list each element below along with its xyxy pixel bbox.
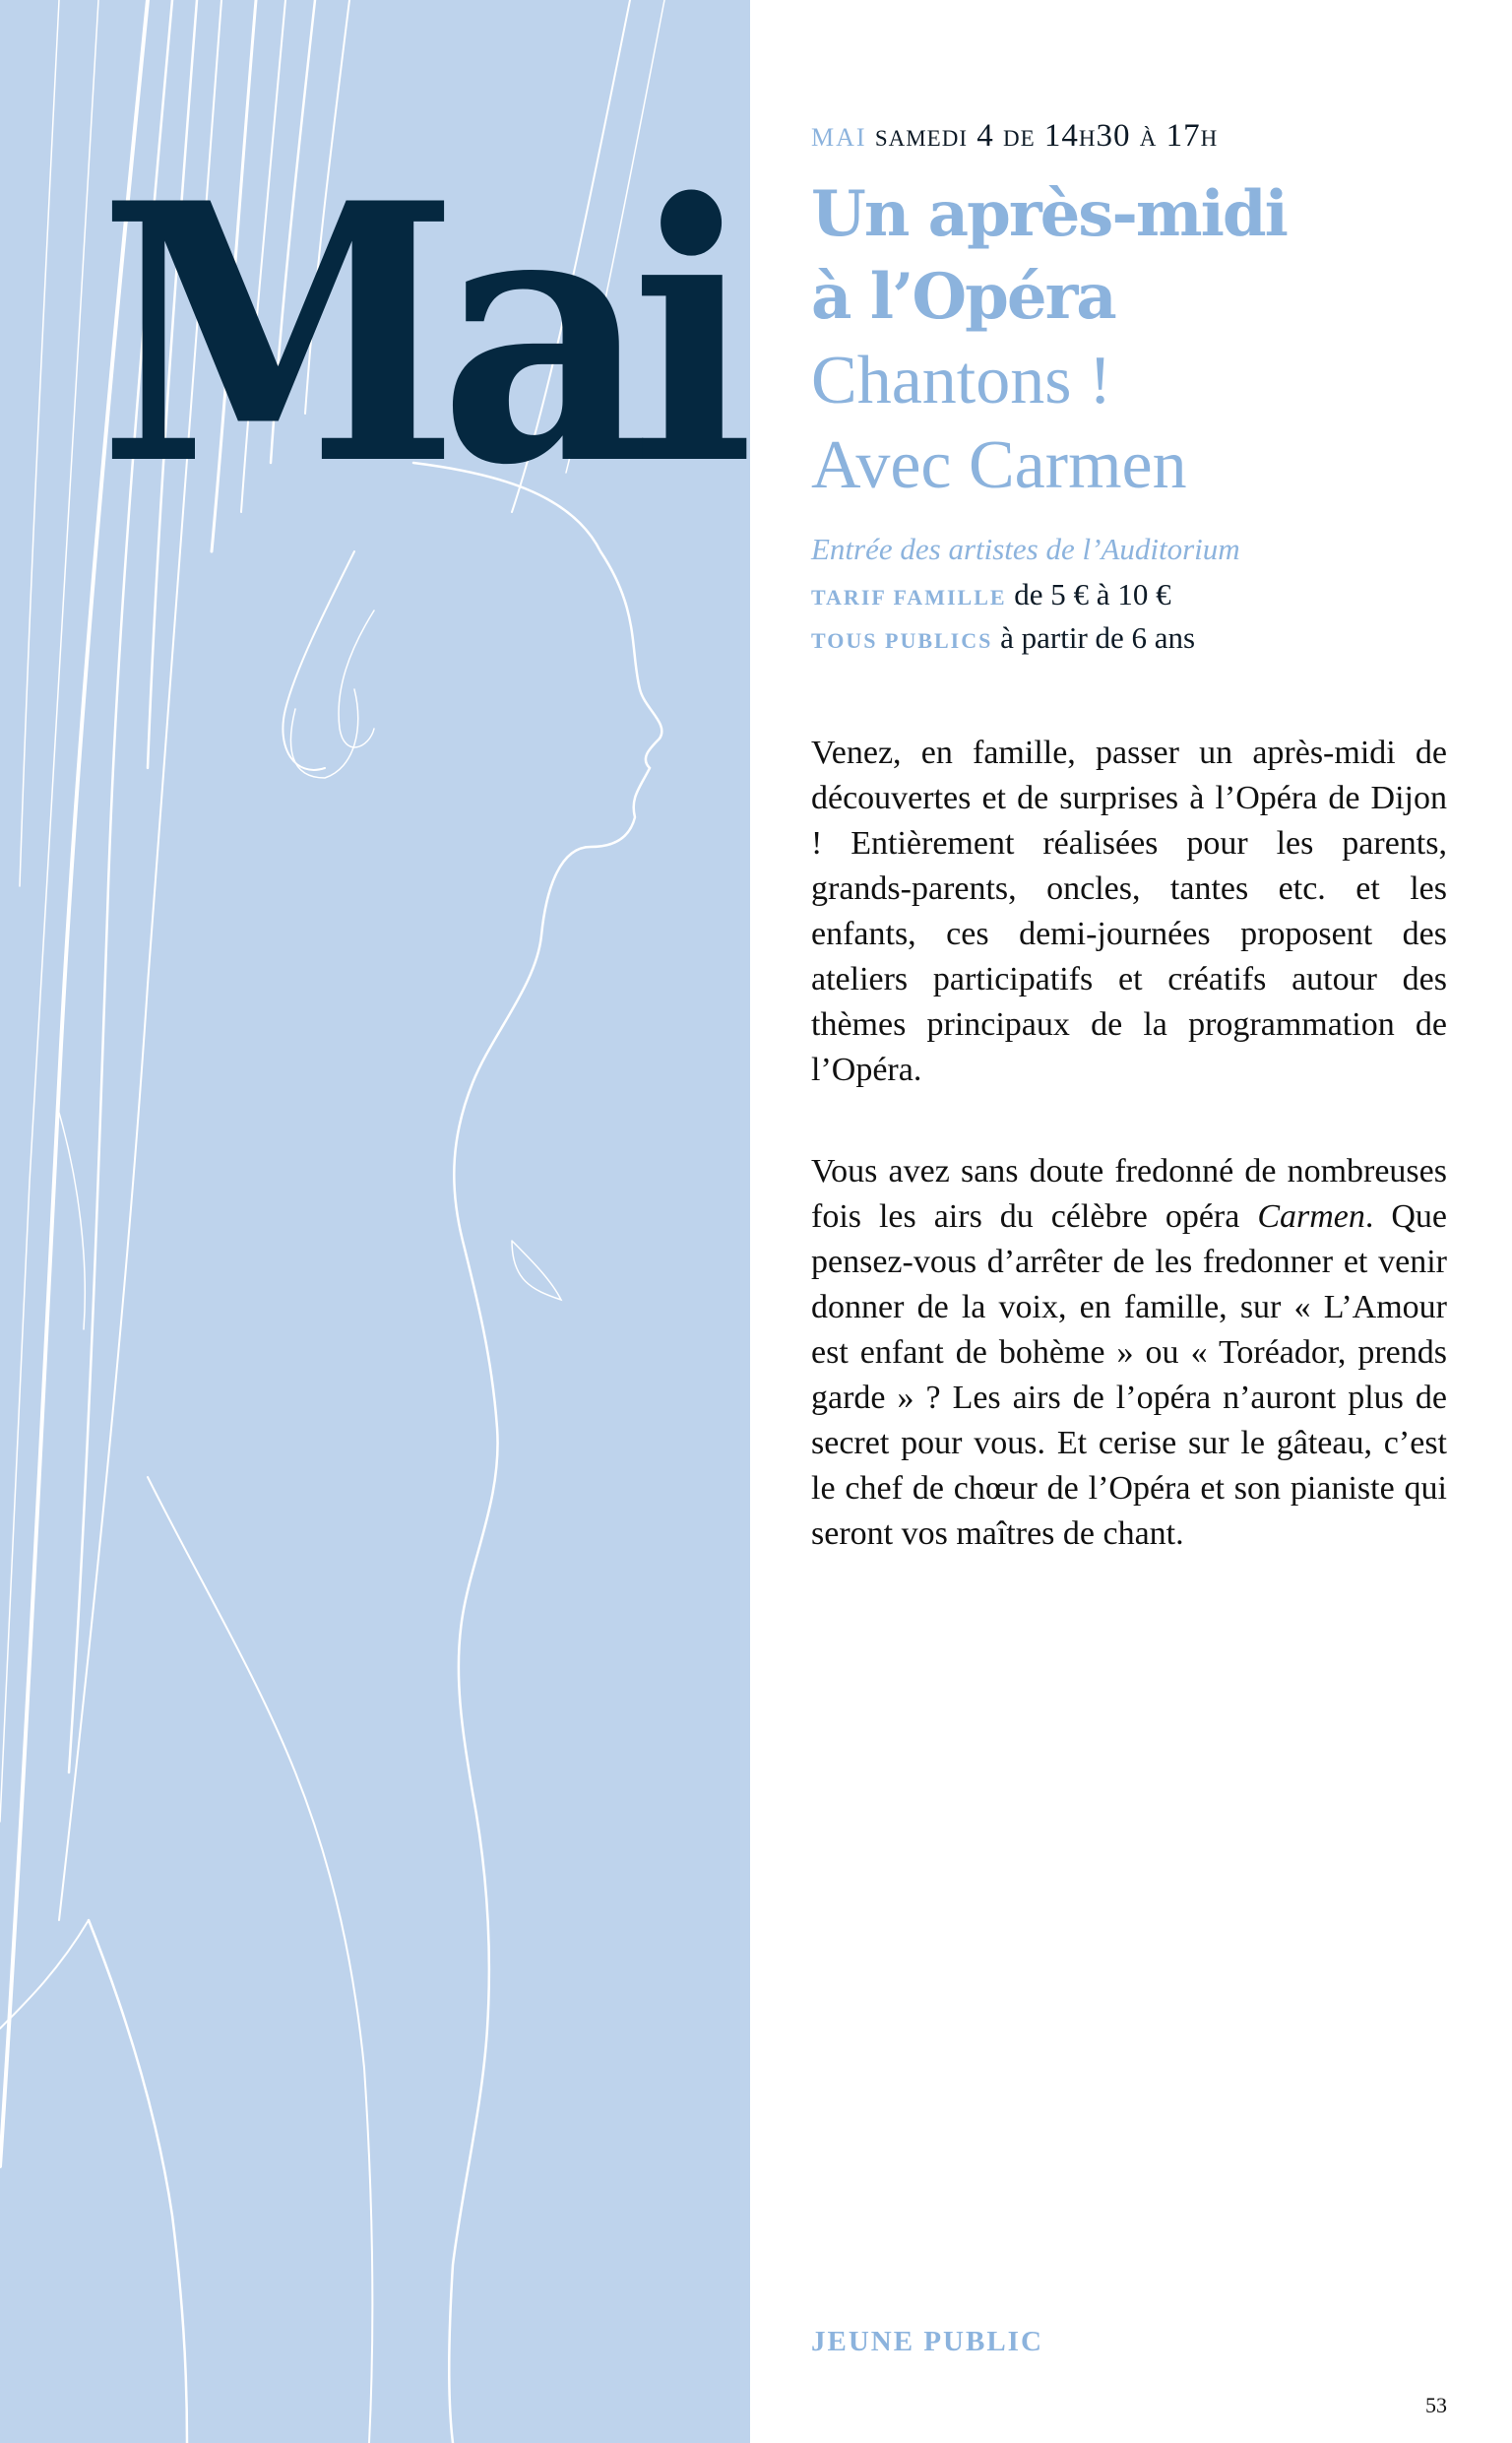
paragraph-1-text: Venez, en famille, passer un après-midi de découvertes et de surprises à l’Opéra de Dijon ! Entièrement réalisées pour les parents, grands-parents, oncles, tantes etc. et les enfants, ces demi-journées proposent des ateliers participatifs et créatifs autour des thèmes principaux de la programmation de l’Opéra. [811,735,1447,1088]
page-number: 53 [1425,2393,1447,2417]
event-date-line [811,116,1218,158]
event-title-line1: Un après-midi [811,177,1287,251]
event-month-label: MAI [811,123,867,152]
event-subtitle-line1: Chantons ! [811,343,1112,418]
tarif-value: de 5 € à 10 € [1014,577,1171,611]
event-subtitle [811,339,1187,508]
tarif-line [811,577,1171,615]
section-label: JEUNE PUBLIC [811,2326,1043,2357]
event-subtitle-line2: Avec Carmen [811,427,1187,503]
public-line [811,620,1195,659]
paragraph-2-intro: Vous avez sans doute fredonné de nombreuses fois les airs du célèbre opéra [811,1153,1447,1235]
opera-title-italic: Carmen [1257,1198,1365,1235]
paragraph-2-text [811,1149,1447,1557]
description-paragraph-2 [811,1149,1447,1557]
event-title-line2: à l’Opéra [811,260,1115,334]
event-title [811,173,1287,339]
event-venue: Entrée des artistes de l’Auditorium [811,532,1240,566]
description-paragraph-1 [811,731,1447,1093]
illustration-panel [0,0,750,2443]
paragraph-2-rest: . Que pensez-vous d’arrêter de les fredonner et venir donner de la voix, en famille, sur « L’Amour est enfant de bohème » ou « Toréador, prends garde » ? Les airs de l’opéra n’auront plus de secret pour vous. Et cerise sur le gâteau, c’est le chef de chœur de l’Opéra et son pianiste qui seront vos maîtres de chant. [811,1198,1447,1552]
tarif-label: TARIF FAMILLE [811,585,1007,610]
public-label: TOUS PUBLICS [811,628,993,653]
public-value: à partir de 6 ans [1000,620,1196,655]
month-heading-large: Mai [98,126,735,543]
event-date-time: samedi 4 de 14h30 à 17h [874,118,1219,154]
